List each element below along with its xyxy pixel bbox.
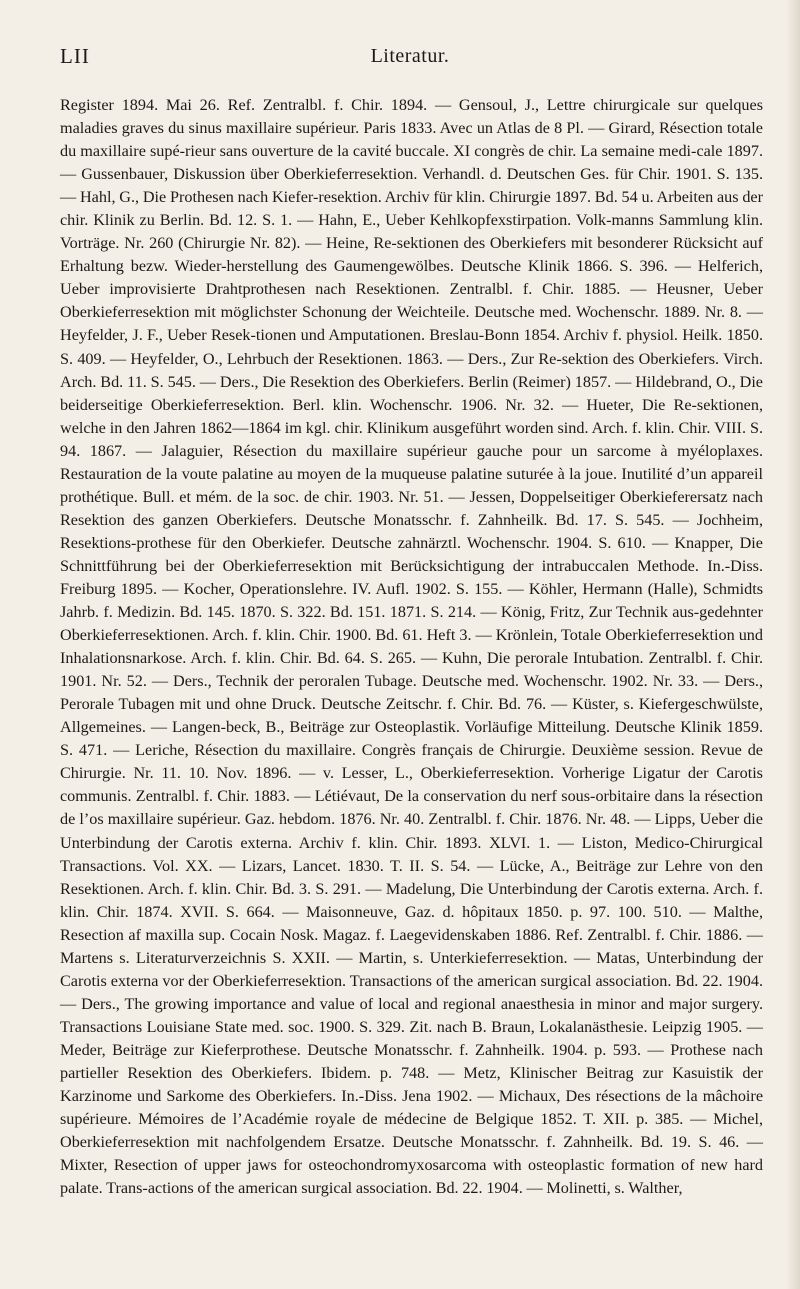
page-edge-shadow: [786, 0, 800, 1289]
bibliography-paragraph: Register 1894. Mai 26. Ref. Zentralbl. f. Chir. 1894. — Gensoul, J., Lettre chirurgicale sur quelques maladies graves du sinus maxillaire supérieur. Paris 1833. Avec un Atlas de 8 Pl. — Girard, Résection totale du maxillaire supé-rieur sans ouverture de la cavité buccale. XI congrès de chir. La semaine medi-cale 1897. — Gussenbauer, Diskussion über Oberkieferresektion. Verhandl. d. Deutschen Ges. für Chir. 1901. S. 135. — Hahl, G., Die Prothesen nach Kiefer-resektion. Archiv für klin. Chirurgie 1897. Bd. 54 u. Arbeiten aus der chir. Klinik zu Berlin. Bd. 12. S. 1. — Hahn, E., Ueber Kehlkopfexstirpation. Volk-manns Sammlung klin. Vorträge. Nr. 260 (Chirurgie Nr. 82). — Heine, Re-sektionen des Oberkiefers mit besonderer Rücksicht auf Erhaltung bezw. Wieder-herstellung des Gaumengewölbes. Deutsche Klinik 1866. S. 396. — Helferich, Ueber improvisierte Drahtprothesen nach Resektionen. Zentralbl. f. Chir. 1885. — Heusner, Ueber Oberkieferresektion mit möglichster Schonung der Weichteile. Deutsche med. Wochenschr. 1889. Nr. 8. — Heyfelder, J. F., Ueber Resek-tionen und Amputationen. Breslau-Bonn 1854. Archiv f. physiol. Heilk. 1850. S. 409. — Heyfelder, O., Lehrbuch der Resektionen. 1863. — Ders., Zur Re-sektion des Oberkiefers. Virch. Arch. Bd. 11. S. 545. — Ders., Die Resektion des Oberkiefers. Berlin (Reimer) 1857. — Hildebrand, O., Die beiderseitige Oberkieferresektion. Berl. klin. Wochenschr. 1906. Nr. 32. — Hueter, Die Re-sektionen, welche in den Jahren 1862—1864 im kgl. chir. Klinikum ausgeführt worden sind. Arch. f. klin. Chir. VIII. S. 94. 1867. — Jalaguier, Résection du maxillaire supérieur gauche pour un sarcome à myéloplaxes. Restauration de la voute palatine au moyen de la muqueuse palatine suturée à la joue. Inutilité d’un appareil prothétique. Bull. et mém. de la soc. de chir. 1903. Nr. 51. — Jessen, Doppelseitiger Oberkieferersatz nach Resektion des ganzen Oberkiefers. Deutsche Monatsschr. f. Zahnheilk. Bd. 17. S. 545. — Jochheim, Resektions-prothese für den Oberkiefer. Deutsche zahnärztl. Wochenschr. 1904. S. 610. — Knapper, Die Schnittführung bei der Oberkieferresektion mit Berücksichtigung der intrabuccalen Methode. In.-Diss. Freiburg 1895. — Kocher, Operationslehre. IV. Aufl. 1902. S. 155. — Köhler, Hermann (Halle), Schmidts Jahrb. f. Medizin. Bd. 145. 1870. S. 322. Bd. 151. 1871. S. 214. — König, Fritz, Zur Technik aus-gedehnter Oberkieferresektionen. Arch. f. klin. Chir. 1900. Bd. 61. Heft 3. — Krönlein, Totale Oberkieferresektion und Inhalationsnarkose. Arch. f. klin. Chir. Bd. 64. S. 265. — Kuhn, Die perorale Intubation. Zentralbl. f. Chir. 1901. Nr. 52. — Ders., Technik der peroralen Tubage. Deutsche med. Wochenschr. 1902. Nr. 33. — Ders., Perorale Tubagen mit und ohne Druck. Deutsche Zeitschr. f. Chir. Bd. 76. — Küster, s. Kiefergeschwülste, Allgemeines. — Langen-beck, B., Beiträge zur Osteoplastik. Vorläufige Mitteilung. Deutsche Klinik 1859. S. 471. — Leriche, Résection du maxillaire. Congrès français de Chirurgie. Deuxième session. Revue de Chirurgie. Nr. 11. 10. Nov. 1896. — v. Lesser, L., Oberkieferresektion. Vorherige Ligatur der Carotis communis. Zentralbl. f. Chir. 1883. — Létiévaut, De la conservation du nerf sous-orbitaire dans la résection de l’os maxillaire supérieur. Gaz. hebdom. 1876. Nr. 40. Zentralbl. f. Chir. 1876. Nr. 48. — Lipps, Ueber die Unterbindung der Carotis externa. Archiv f. klin. Chir. 1893. XLVI. 1. — Liston, Medico-Chirurgical Transactions. Vol. XX. — Lizars, Lancet. 1830. T. II. S. 54. — Lücke, A., Beiträge zur Lehre von den Resektionen. Arch. f. klin. Chir. Bd. 3. S. 291. — Madelung, Die Unterbindung der Carotis externa. Arch. f. klin. Chir. 1874. XVII. S. 664. — Maisonneuve, Gaz. d. hôpitaux 1850. p. 97. 100. 510. — Malthe, Resection af maxilla sup. Cocain Nosk. Magaz. f. Laegevidenskaben 1886. Ref. Zentralbl. f. Chir. 1886. — Martens s. Literaturverzeichnis S. XXII. — Martin, s. Unterkieferresektion. — Matas, Unterbindung der Carotis externa vor der Oberkieferresektion. Transactions of the american surgical association. Bd. 22. 1904. — Ders., The growing importance and value of local and regional anaesthesia in minor and major surgery. Transactions Louisiane State med. soc. 1900. S. 329. Zit. nach B. Braun, Lokalanästhesie. Leipzig 1905. — Meder, Beiträge zur Kieferprothese. Deutsche Monatsschr. f. Zahnheilk. 1904. p. 593. — Prothese nach partieller Resektion des Oberkiefers. Ibidem. p. 748. — Metz, Klinischer Beitrag zur Kasuistik der Karzinome und Sarkome des Oberkiefers. In.-Diss. Jena 1902. — Michaux, Des résections de la mâchoire supérieure. Mémoires de l’Académie royale de médecine de Belgique 1852. T. XII. p. 385. — Michel, Oberkieferresektion mit nachfolgendem Ersatze. Deutsche Monatsschr. f. Zahnheilk. Bd. 19. S. 46. — Mixter, Resection of upper jaws for osteochondromyxosarcoma with osteoplastic formation of new hard palate. Trans-actions of the american surgical association. Bd. 22. 1904. — Molinetti, s. Walther,: [60, 96, 763, 1198]
bibliography-text: [60, 94, 763, 1200]
page-number: LII: [60, 44, 90, 68]
page-header: [60, 44, 760, 78]
running-head: Literatur.: [370, 45, 450, 67]
